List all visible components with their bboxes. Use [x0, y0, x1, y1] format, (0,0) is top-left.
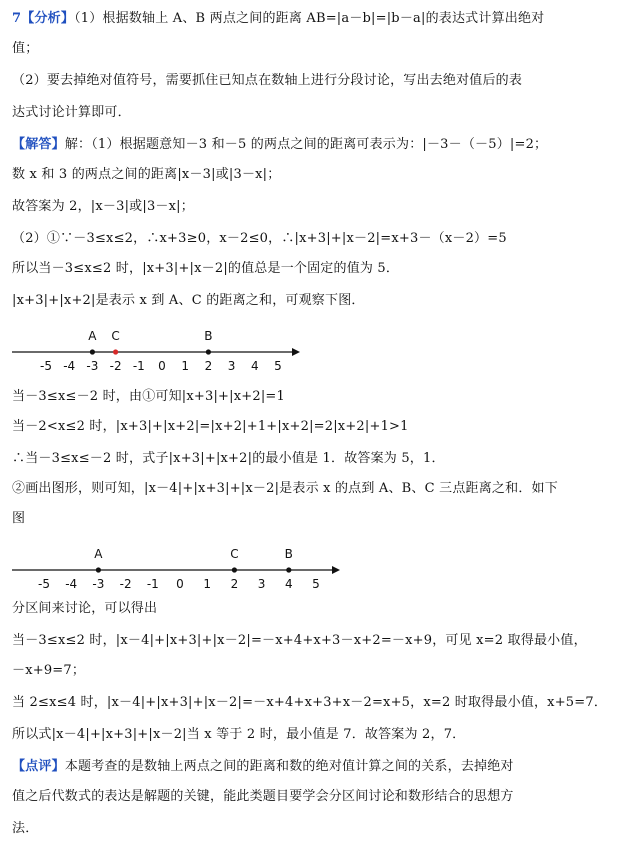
line-text: ②画出图形，则可知，|x－4|+|x+3|+|x－2|是表示 x 的点到 A、B、C 三点距离之和．如下 — [12, 481, 558, 496]
number-line-2 — [10, 546, 340, 592]
tick-label: 5 — [274, 359, 282, 373]
line-text: 当－2<x≤2 时，|x+3|+|x+2|=|x+2|+1+|x+2|=2|x+2|+1>1 — [12, 419, 409, 434]
line-text: 故答案为 2，|x－3|或|3－x|； — [12, 199, 194, 214]
text-line — [12, 788, 612, 806]
number-line-2-arrow — [332, 566, 340, 574]
point-marker — [232, 567, 237, 572]
text-line — [12, 600, 612, 618]
tick-label: -5 — [38, 577, 50, 591]
text-line — [12, 260, 612, 278]
text-line — [12, 40, 612, 58]
number-line-1-arrow — [292, 348, 300, 356]
tick-label: 2 — [230, 577, 239, 591]
text-line — [12, 230, 612, 248]
text-line — [12, 72, 612, 90]
tick-label: 0 — [158, 359, 166, 373]
tick-label: -3 — [86, 359, 99, 373]
point-label: C — [230, 547, 239, 561]
line-text: 当 2≤x≤4 时，|x－4|+|x+3|+|x－2|=－x+4+x+3+x－2=x+5，x=2 时取得最小值，x+5=7． — [12, 695, 608, 710]
text-line — [12, 104, 612, 122]
line-text: 值； — [12, 41, 39, 56]
line-text: 值之后代数式的表达是解题的关键，能此类题目要学会分区间讨论和数形结合的思想方 — [12, 789, 514, 804]
text-line — [12, 292, 612, 310]
line-text: 数 x 和 3 的两点之间的距离|x－3|或|3－x|； — [12, 167, 281, 182]
line-text: （2）要去掉绝对值符号，需要抓住已知点在数轴上进行分段讨论，写出去绝对值后的表 — [12, 73, 523, 88]
point-label: B — [204, 329, 213, 343]
line-text: 达式讨论计算即可． — [12, 105, 131, 120]
line-text: 法． — [12, 821, 39, 836]
line-text: 分区间来讨论，可以得出 — [12, 601, 158, 616]
tick-label: 5 — [312, 577, 320, 591]
text-line — [12, 510, 612, 528]
line-text: 图 — [12, 511, 26, 526]
text-line — [12, 388, 612, 406]
line-text: 解：（1）根据题意知－3 和－5 的两点之间的距离可表示为：|－3－（－5）|=2； — [64, 137, 548, 152]
point-label: B — [284, 547, 293, 561]
tick-label: 1 — [181, 359, 190, 373]
point-marker — [90, 349, 95, 354]
tick-label: 3 — [257, 577, 266, 591]
tick-label: 0 — [176, 577, 184, 591]
line-text: 当－3≤x≤2 时，|x－4|+|x+3|+|x－2|=－x+4+x+3－x+2=－x+9，可见 x=2 取得最小值， — [12, 633, 587, 648]
tick-label: -4 — [65, 577, 78, 591]
number-line-1 — [10, 328, 310, 374]
point-label: A — [94, 547, 103, 561]
tick-label: 2 — [204, 359, 213, 373]
line-text: |x+3|+|x+2|是表示 x 到 A、C 的距离之和，可观察下图． — [12, 293, 365, 308]
text-line — [12, 758, 612, 776]
line-text: 当－3≤x≤－2 时，由①可知|x+3|+|x+2|=1 — [12, 389, 285, 404]
line-text: （1）根据数轴上 A、B 两点之间的距离 AB=|a－b|=|b－a|的表达式计算出绝对 — [74, 11, 545, 26]
line-text: ∴当－3≤x≤－2 时，式子|x+3|+|x+2|的最小值是 1．故答案为 5，1． — [12, 451, 445, 466]
tick-label: 1 — [203, 577, 212, 591]
section-tag: 【分析】 — [21, 11, 75, 26]
text-line — [12, 10, 612, 28]
text-line — [12, 136, 612, 154]
tick-label: -2 — [109, 359, 122, 373]
text-line — [12, 726, 612, 744]
text-line — [12, 662, 612, 680]
line-text: （2）①∵－3≤x≤2，∴x+3≥0，x－2≤0，∴|x+3|+|x－2|=x+3－（x－2）=5 — [12, 231, 507, 246]
tick-label: -1 — [146, 577, 159, 591]
text-line — [12, 820, 612, 838]
point-label: C — [111, 329, 120, 343]
point-label: A — [88, 329, 97, 343]
point-marker — [96, 567, 101, 572]
text-line — [12, 480, 612, 498]
text-line — [12, 166, 612, 184]
text-line — [12, 450, 612, 468]
line-text: 所以当－3≤x≤2 时，|x+3|+|x－2|的值总是一个固定的值为 5． — [12, 261, 400, 276]
line-text: －x+9=7； — [12, 663, 86, 678]
text-line — [12, 632, 612, 650]
question-number: 7 — [12, 11, 22, 26]
text-line — [12, 694, 612, 712]
tick-label: -2 — [119, 577, 132, 591]
text-line — [12, 418, 612, 436]
tick-label: 4 — [284, 577, 293, 591]
point-marker — [113, 349, 118, 354]
section-tag: 【点评】 — [12, 759, 65, 774]
section-tag: 【解答】 — [12, 137, 65, 152]
line-text: 本题考查的是数轴上两点之间的距离和数的绝对值计算之间的关系，去掉绝对 — [64, 759, 514, 774]
point-marker — [286, 567, 291, 572]
tick-label: 4 — [250, 359, 259, 373]
tick-label: 3 — [227, 359, 236, 373]
tick-label: -5 — [40, 359, 52, 373]
text-line — [12, 198, 612, 216]
point-marker — [206, 349, 211, 354]
tick-label: -1 — [132, 359, 145, 373]
tick-label: -3 — [92, 577, 105, 591]
tick-label: -4 — [63, 359, 76, 373]
line-text: 所以式|x－4|+|x+3|+|x－2|当 x 等于 2 时，最小值是 7．故答案为 2，7． — [12, 727, 466, 742]
